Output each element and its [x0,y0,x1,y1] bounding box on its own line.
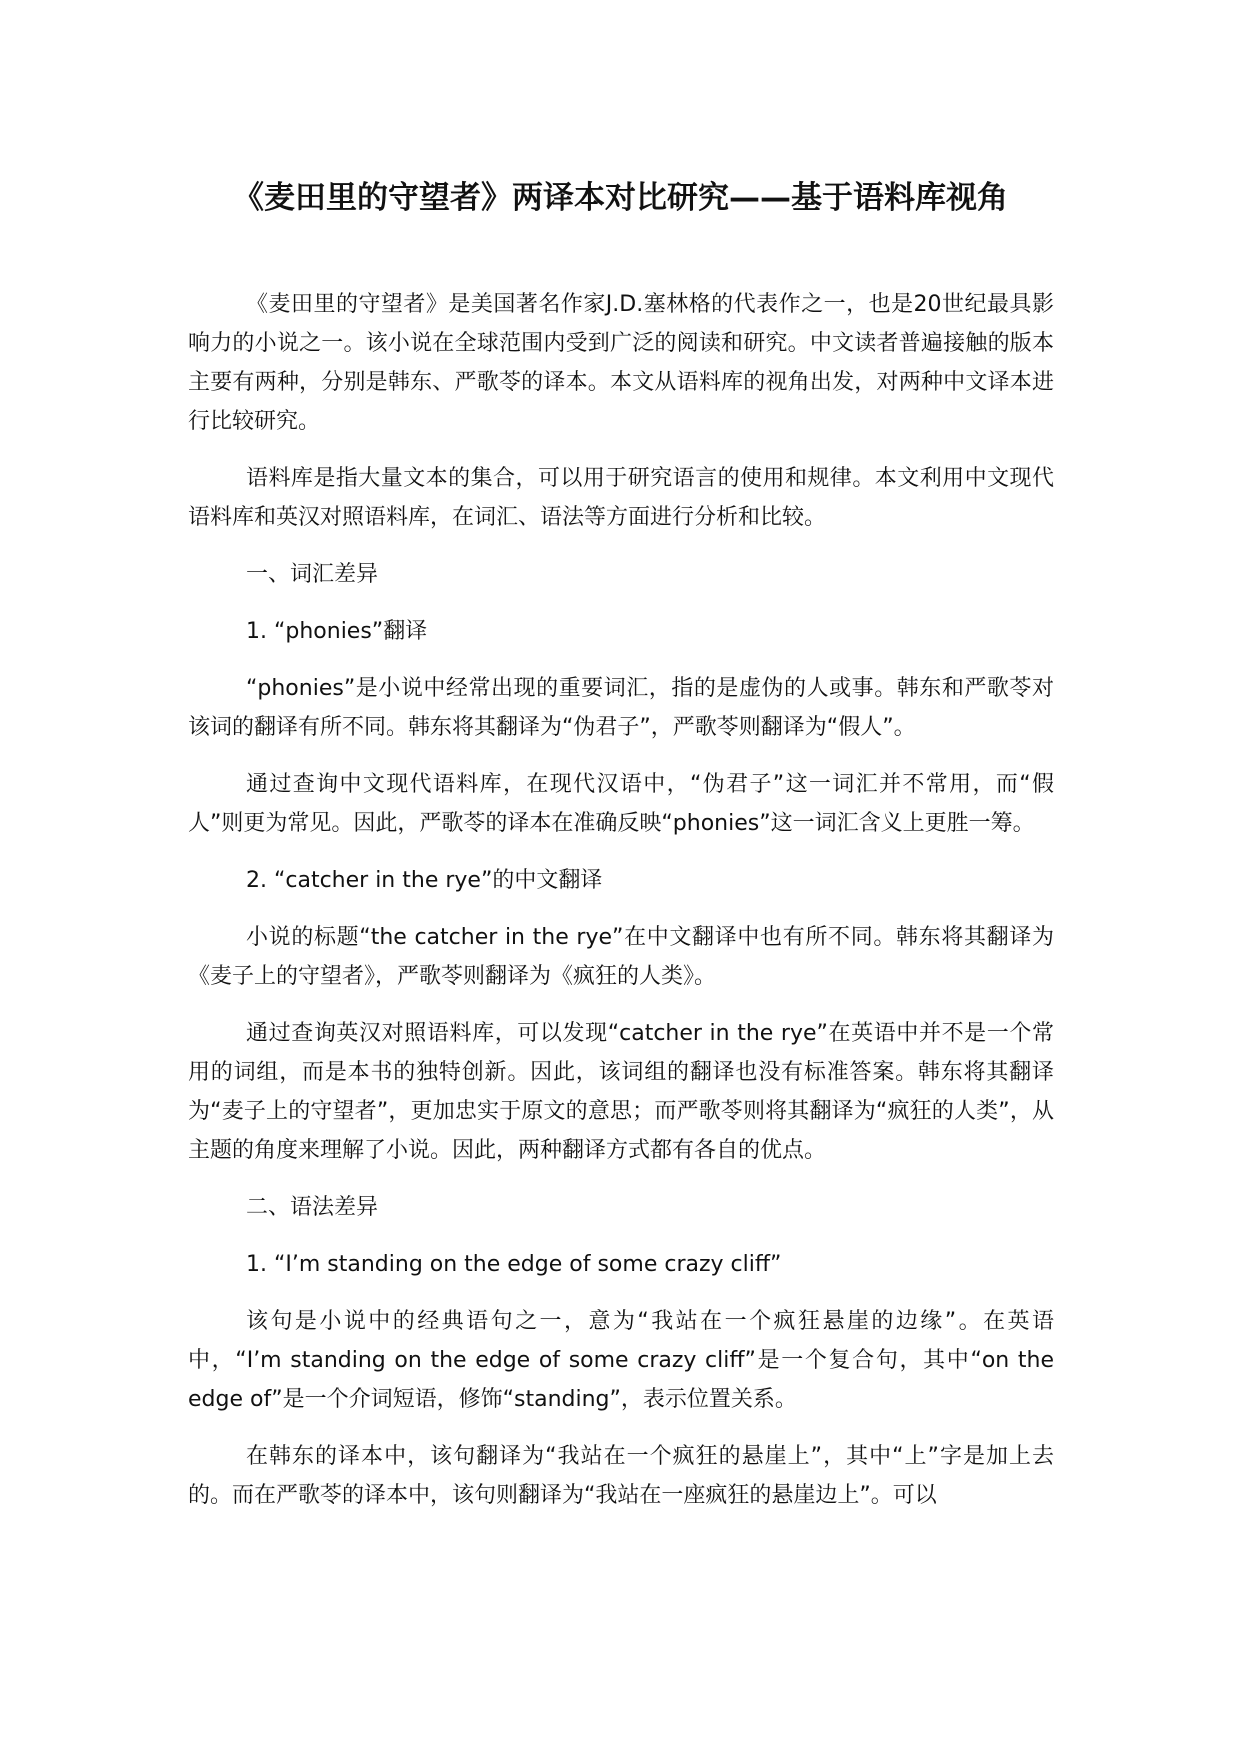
subsection-heading-cliff: 1. “I’m standing on the edge of some crazy cliff” [246,1252,782,1277]
document-body [188,285,1054,1533]
document-title: 《麦田里的守望者》两译本对比研究——基于语料库视角 [233,180,1008,216]
paragraph-cliff-sentence: 该句是小说中的经典语句之一，意为“我站在一个疯狂悬崖的边缘”。在英语中，“I’m standing on the edge of some crazy cliff”是一个复合句，其中“on the edge of”是一个介词短语，修饰“standing”，表示位置关系。 [188,1309,1054,1412]
paragraph-corpus-definition: 语料库是指大量文本的集合，可以用于研究语言的使用和规律。本文利用中文现代语料库和英汉对照语料库，在词汇、语法等方面进行分析和比较。 [188,466,1054,530]
paragraph-catcher-corpus: 通过查询英汉对照语料库，可以发现“catcher in the rye”在英语中并不是一个常用的词组，而是本书的独特创新。因此，该词组的翻译也没有标准答案。韩东将其翻译为“麦子上的守望者”，更加忠实于原文的意思；而严歌苓则将其翻译为“疯狂的人类”，从主题的角度来理解了小说。因此，两种翻译方式都有各自的优点。 [188,1021,1054,1163]
paragraph-title-translation: 小说的标题“the catcher in the rye”在中文翻译中也有所不同。韩东将其翻译为《麦子上的守望者》，严歌苓则翻译为《疯狂的人类》。 [188,925,1054,989]
paragraph-phonies-corpus: 通过查询中文现代语料库，在现代汉语中，“伪君子”这一词汇并不常用，而“假人”则更为常见。因此，严歌苓的译本在准确反映“phonies”这一词汇含义上更胜一筹。 [188,772,1054,836]
paragraph-cliff-translations: 在韩东的译本中，该句翻译为“我站在一个疯狂的悬崖上”，其中“上”字是加上去的。而在严歌苓的译本中，该句则翻译为“我站在一座疯狂的悬崖边上”。可以 [188,1444,1054,1508]
section-heading-grammar: 二、语法差异 [246,1195,379,1220]
subsection-heading-phonies: 1. “phonies”翻译 [246,619,428,644]
paragraph-intro: 《麦田里的守望者》是美国著名作家J.D.塞林格的代表作之一，也是20世纪最具影响力的小说之一。该小说在全球范围内受到广泛的阅读和研究。中文读者普遍接触的版本主要有两种，分别是韩东、严歌苓的译本。本文从语料库的视角出发，对两种中文译本进行比较研究。 [188,292,1054,434]
paragraph-phonies-translation: “phonies”是小说中经常出现的重要词汇，指的是虚伪的人或事。韩东和严歌苓对该词的翻译有所不同。韩东将其翻译为“伪君子”，严歌苓则翻译为“假人”。 [188,676,1054,740]
section-heading-vocabulary: 一、词汇差异 [246,562,379,587]
subsection-heading-catcher: 2. “catcher in the rye”的中文翻译 [246,868,603,893]
